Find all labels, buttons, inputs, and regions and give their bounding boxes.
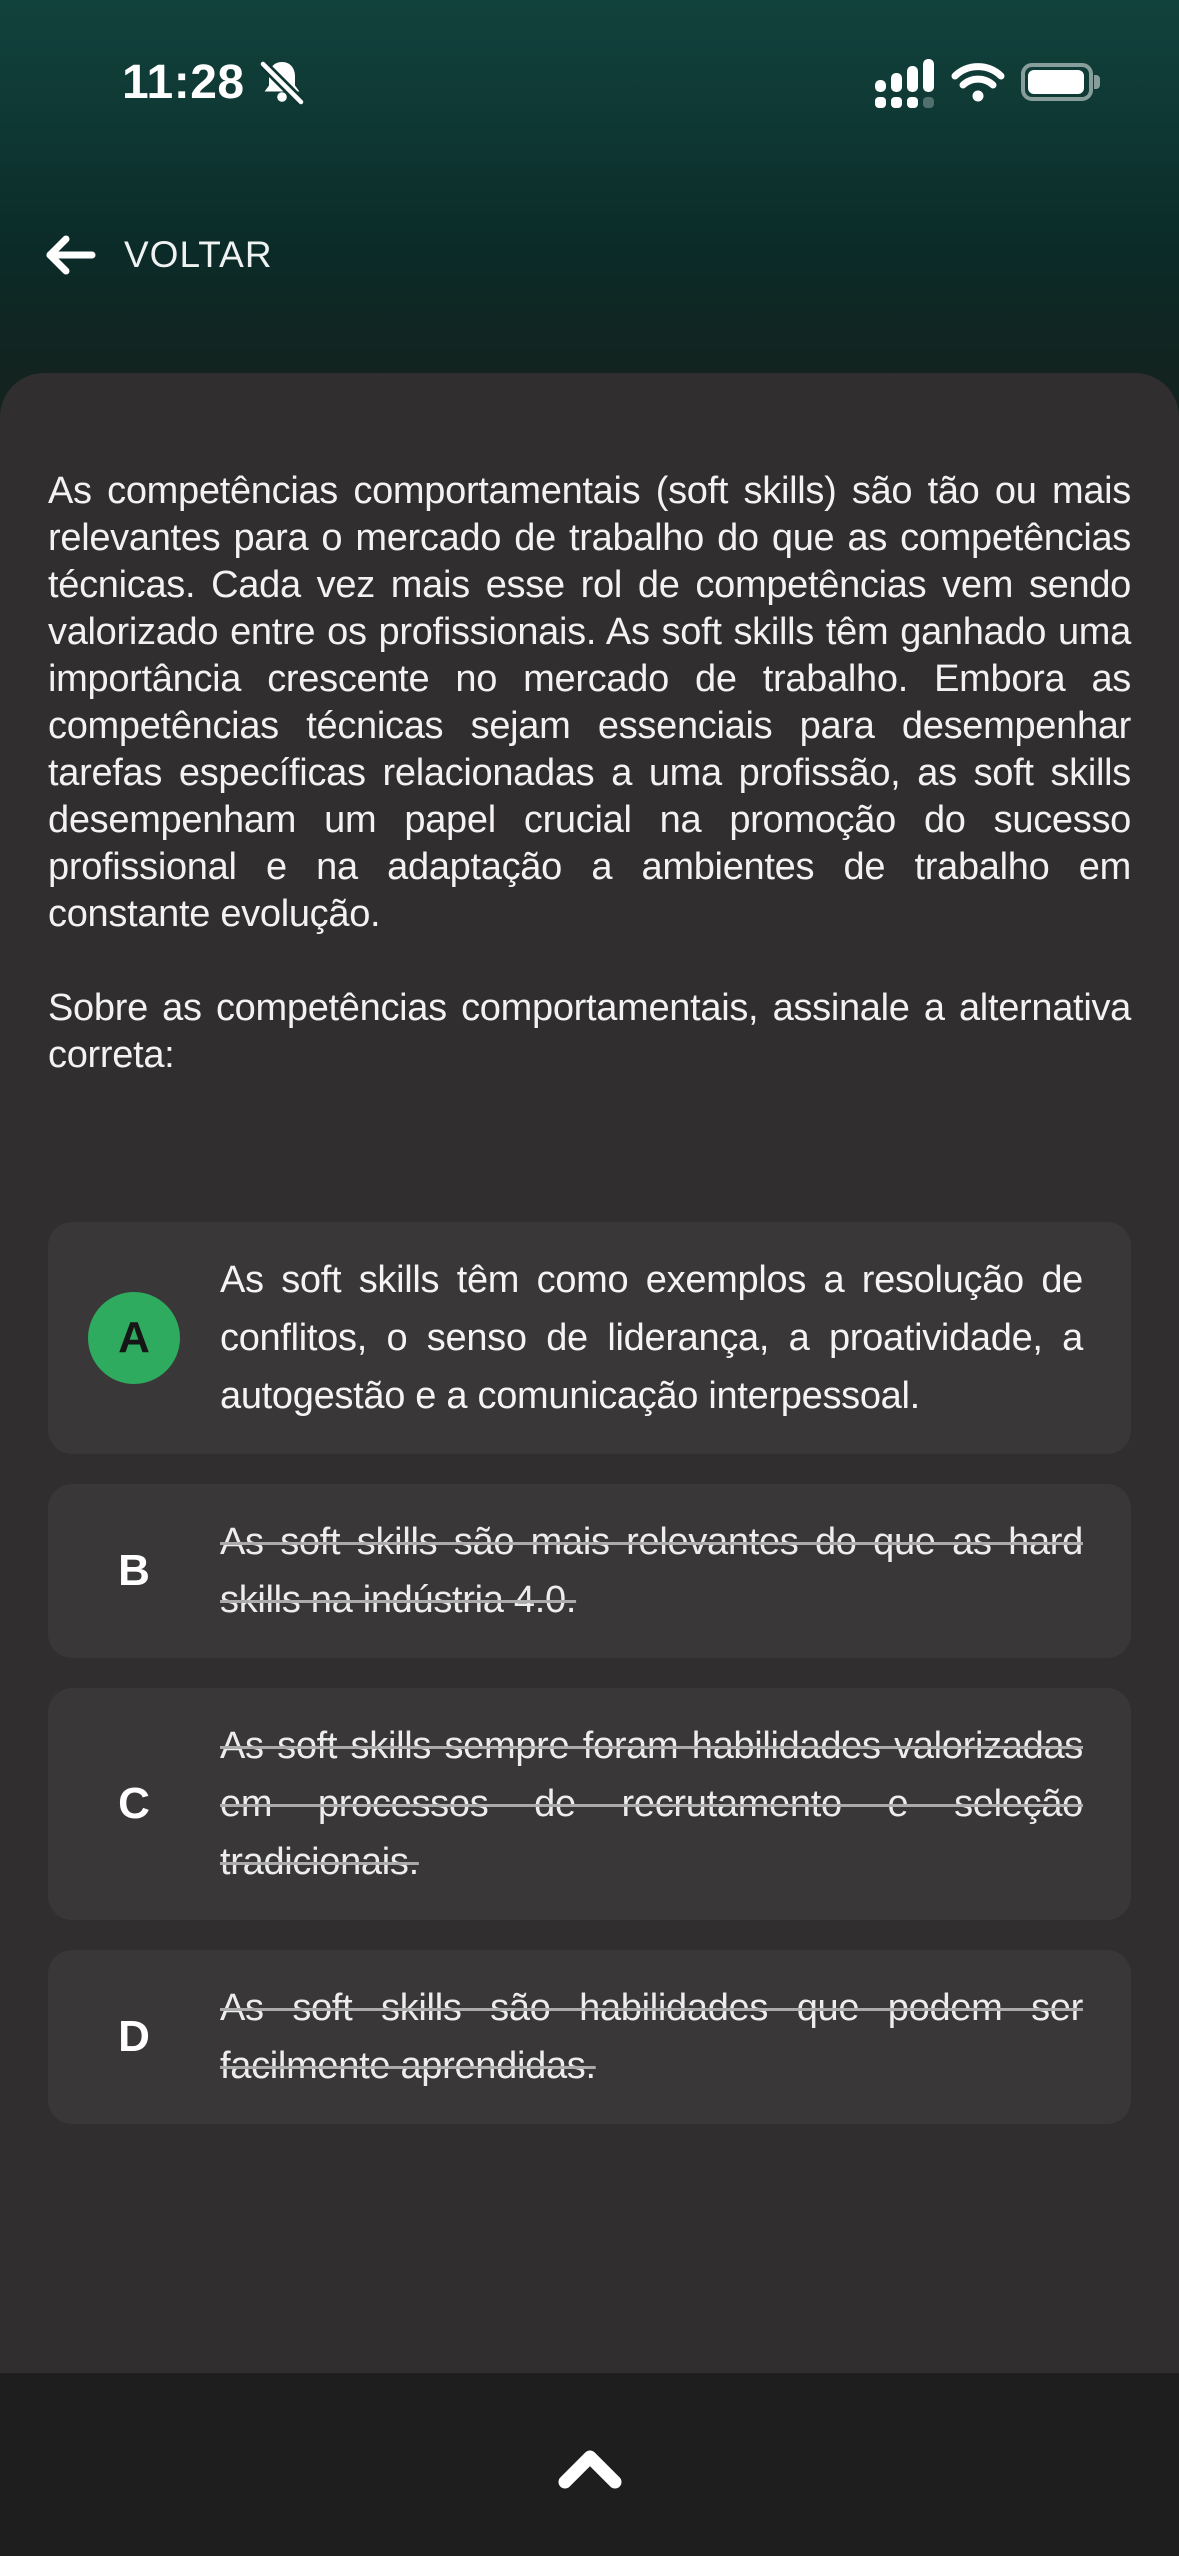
option-d-letter: D bbox=[118, 2012, 150, 2061]
option-b[interactable] bbox=[48, 1484, 1131, 1658]
option-b-badge-column bbox=[48, 1546, 220, 1596]
back-button[interactable] bbox=[40, 230, 273, 280]
bell-slash-icon bbox=[259, 57, 305, 107]
arrow-left-icon bbox=[40, 230, 98, 280]
option-a-selected-badge bbox=[88, 1292, 180, 1384]
back-button-label: VOLTAR bbox=[124, 234, 273, 275]
status-bar bbox=[122, 52, 1093, 112]
question-prompt: Sobre as competências comportamentais, assinale a alternativa correta: bbox=[48, 987, 1131, 1076]
status-bar-right bbox=[875, 56, 1093, 108]
chevron-up-icon[interactable] bbox=[557, 2448, 623, 2492]
option-a-text: As soft skills têm como exemplos a resolução de conflitos, o senso de liderança, a proatividade, a autogestão e a comunicação interpessoal. bbox=[220, 1259, 1083, 1417]
battery-icon bbox=[1021, 63, 1093, 101]
option-d-badge-column bbox=[48, 2012, 220, 2062]
option-c-text: As soft skills sempre foram habilidades valorizadas em processos de recrutamento e seleção tradicionais. bbox=[220, 1725, 1083, 1883]
option-b-letter: B bbox=[118, 1546, 150, 1595]
option-a-letter: A bbox=[118, 1313, 150, 1362]
status-bar-left bbox=[122, 55, 305, 110]
bottom-bar bbox=[0, 2373, 1179, 2556]
option-c[interactable] bbox=[48, 1688, 1131, 1920]
clock: 11:28 bbox=[122, 55, 245, 109]
option-a[interactable] bbox=[48, 1222, 1131, 1454]
option-d-text: As soft skills são habilidades que podem ser facilmente aprendidas. bbox=[220, 1987, 1083, 2087]
cellular-signal-icon bbox=[875, 56, 935, 108]
question-sheet bbox=[0, 373, 1179, 2556]
battery-cap bbox=[1094, 75, 1100, 89]
option-a-badge-column bbox=[48, 1292, 220, 1384]
option-c-letter: C bbox=[118, 1779, 150, 1828]
battery-fill bbox=[1028, 70, 1084, 94]
wifi-icon bbox=[951, 61, 1005, 103]
option-c-badge-column bbox=[48, 1779, 220, 1829]
option-b-text: As soft skills são mais relevantes do que as hard skills na indústria 4.0. bbox=[220, 1521, 1083, 1621]
question-text: As competências comportamentais (soft skills) são tão ou mais relevantes para o mercado de trabalho do que as competências técnicas. Cada vez mais esse rol de competências vem sendo valorizado entre os profissionais. As soft skills têm ganhado uma importância crescente no mercado de trabalho. Embora as competências técnicas sejam essenciais para desempenhar tarefas específicas relacionadas a uma profissão, as soft skills desempenham um papel crucial na promoção do sucesso profissional e na adaptação a ambientes de trabalho em constante evolução. bbox=[48, 470, 1131, 935]
option-d[interactable] bbox=[48, 1950, 1131, 2124]
options-list bbox=[48, 1222, 1131, 2124]
